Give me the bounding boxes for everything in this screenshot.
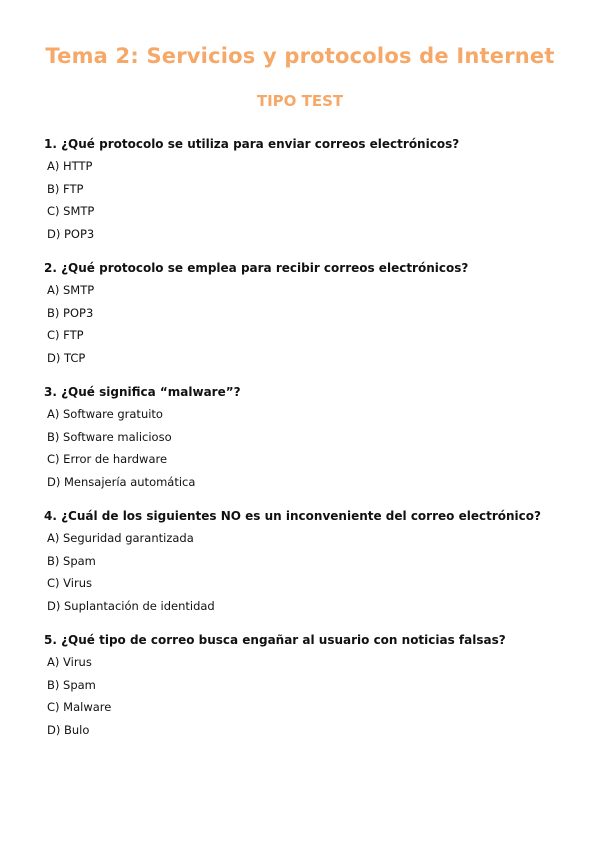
option-b: B) FTP — [47, 181, 84, 196]
option-d: D) POP3 — [47, 226, 95, 241]
document-subtitle: TIPO TEST — [256, 92, 344, 110]
option-a: A) HTTP — [47, 159, 93, 173]
question-text: 4. ¿Cuál de los siguientes NO es un inconveniente del correo electrónico? — [44, 509, 541, 523]
question-text: 3. ¿Qué significa “malware”? — [44, 385, 241, 399]
option-c: C) SMTP — [47, 204, 95, 218]
option-c: C) Error de hardware — [47, 452, 168, 466]
option-d: D) Bulo — [47, 722, 90, 737]
option-a: A) Software gratuito — [47, 407, 163, 421]
option-d: D) TCP — [47, 350, 86, 365]
option-b: B) POP3 — [47, 305, 94, 320]
option-b: B) Spam — [47, 677, 96, 692]
question-text: 1. ¿Qué protocolo se utiliza para enviar correos electrónicos? — [44, 137, 460, 151]
option-a: A) Seguridad garantizada — [47, 531, 194, 545]
question-4 — [44, 508, 564, 620]
question-3 — [44, 384, 564, 496]
option-a: A) Virus — [47, 655, 92, 669]
question-1 — [44, 136, 564, 248]
question-text: 2. ¿Qué protocolo se emplea para recibir correos electrónicos? — [44, 261, 469, 275]
question-2 — [44, 260, 564, 372]
option-c: C) FTP — [47, 328, 84, 342]
option-a: A) SMTP — [47, 283, 95, 297]
option-b: B) Software malicioso — [47, 429, 172, 444]
question-5 — [44, 632, 564, 744]
document-title: Tema 2: Servicios y protocolos de Internet — [45, 44, 555, 68]
option-d: D) Suplantación de identidad — [47, 598, 215, 613]
option-d: D) Mensajería automática — [47, 474, 196, 489]
question-text: 5. ¿Qué tipo de correo busca engañar al usuario con noticias falsas? — [44, 633, 506, 647]
option-c: C) Malware — [47, 700, 112, 714]
option-b: B) Spam — [47, 553, 96, 568]
question-list — [44, 136, 564, 756]
option-c: C) Virus — [47, 576, 92, 590]
